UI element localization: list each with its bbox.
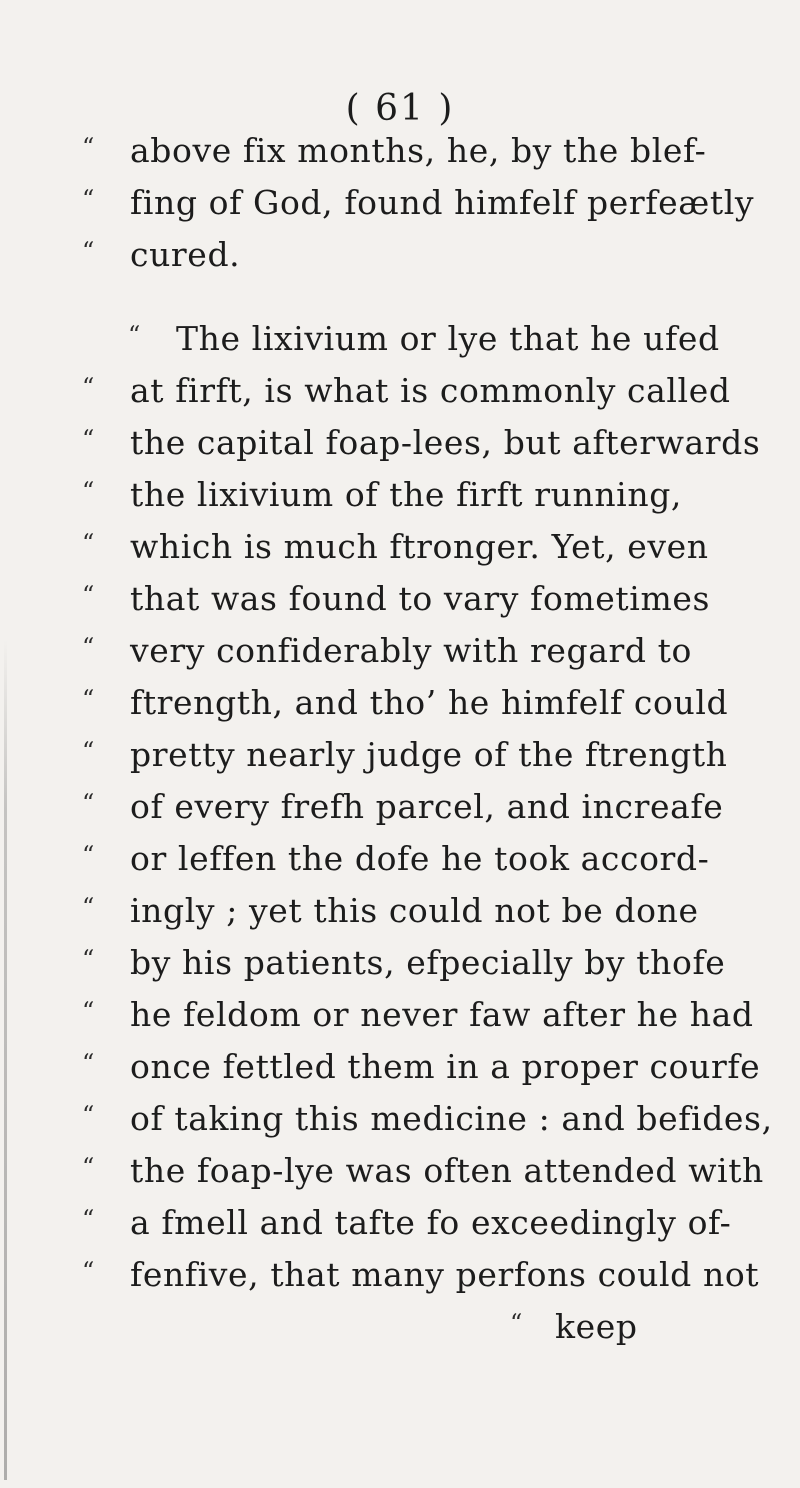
quote-mark: “: [82, 737, 95, 765]
text-line: [0, 990, 800, 1040]
quote-mark: “: [82, 997, 95, 1025]
line-text: the lixivium of the firft running,: [130, 475, 683, 514]
line-text: The lixivium or lye that he ufed: [176, 319, 720, 358]
quote-mark: “: [82, 185, 95, 213]
text-line: [0, 730, 800, 780]
text-line: [0, 470, 800, 520]
line-text: the capital foap-lees, but afterwards: [130, 423, 761, 462]
line-text: of every frefh parcel, and increafe: [130, 787, 724, 826]
line-text: or leffen the dofe he took accord-: [130, 839, 710, 878]
line-text: very confiderably with regard to: [130, 631, 692, 670]
text-line: [0, 178, 800, 228]
quote-mark: “: [82, 1257, 95, 1285]
text-line: [0, 834, 800, 884]
quote-mark: “: [82, 237, 95, 265]
text-line: [0, 782, 800, 832]
line-text: fenfive, that many perfons could not: [130, 1255, 760, 1294]
line-text: ingly ; yet this could not be done: [130, 891, 699, 930]
line-text: cured.: [130, 235, 241, 274]
quote-mark: “: [82, 373, 95, 401]
line-text: pretty nearly judge of the ftrength: [130, 735, 728, 774]
text-line: [0, 418, 800, 468]
quote-mark: “: [82, 685, 95, 713]
line-text: ftrength, and tho’ he himfelf could: [130, 683, 729, 722]
quote-mark: “: [82, 893, 95, 921]
text-line: [0, 1198, 800, 1248]
quote-mark: “: [82, 581, 95, 609]
quote-mark: “: [128, 321, 141, 349]
line-text: at firft, is what is commonly called: [130, 371, 731, 410]
line-text: that was found to vary fometimes: [130, 579, 711, 618]
quote-mark: “: [82, 425, 95, 453]
text-line: [0, 886, 800, 936]
quote-mark: “: [82, 1049, 95, 1077]
line-text: by his patients, efpecially by thofe: [130, 943, 726, 982]
catchword-text: keep: [555, 1307, 638, 1346]
line-text: fing of God, found himfelf perfeætly: [130, 183, 755, 222]
line-text: the foap-lye was often attended with: [130, 1151, 764, 1190]
text-line: [0, 366, 800, 416]
quote-mark: “: [82, 529, 95, 557]
quote-mark: “: [510, 1309, 523, 1337]
quote-mark: “: [82, 133, 95, 161]
text-line: [0, 626, 800, 676]
text-line: [0, 1042, 800, 1092]
text-line: [0, 1146, 800, 1196]
text-line: [0, 126, 800, 176]
line-text: above fix months, he, by the blef-: [130, 131, 707, 170]
text-line: [0, 1094, 800, 1144]
quote-mark: “: [82, 1101, 95, 1129]
line-text: a fmell and tafte fo exceedingly of-: [130, 1203, 732, 1242]
text-line: [0, 230, 800, 280]
quote-mark: “: [82, 1153, 95, 1181]
line-text: which is much ftronger. Yet, even: [130, 527, 709, 566]
line-text: he feldom or never faw after he had: [130, 995, 754, 1034]
quote-mark: “: [82, 789, 95, 817]
quote-mark: “: [82, 1205, 95, 1233]
quote-mark: “: [82, 841, 95, 869]
text-line: [0, 678, 800, 728]
line-text: of taking this medicine : and befides,: [130, 1099, 773, 1138]
text-line: [0, 1250, 800, 1300]
text-line: [0, 522, 800, 572]
line-text: once fettled them in a proper courfe: [130, 1047, 761, 1086]
text-line: [0, 574, 800, 624]
text-line: [0, 938, 800, 988]
page-number-header: ( 61 ): [345, 88, 455, 129]
catchword: [0, 1302, 800, 1352]
text-line: [0, 314, 800, 364]
quote-mark: “: [82, 477, 95, 505]
quote-mark: “: [82, 945, 95, 973]
quote-mark: “: [82, 633, 95, 661]
